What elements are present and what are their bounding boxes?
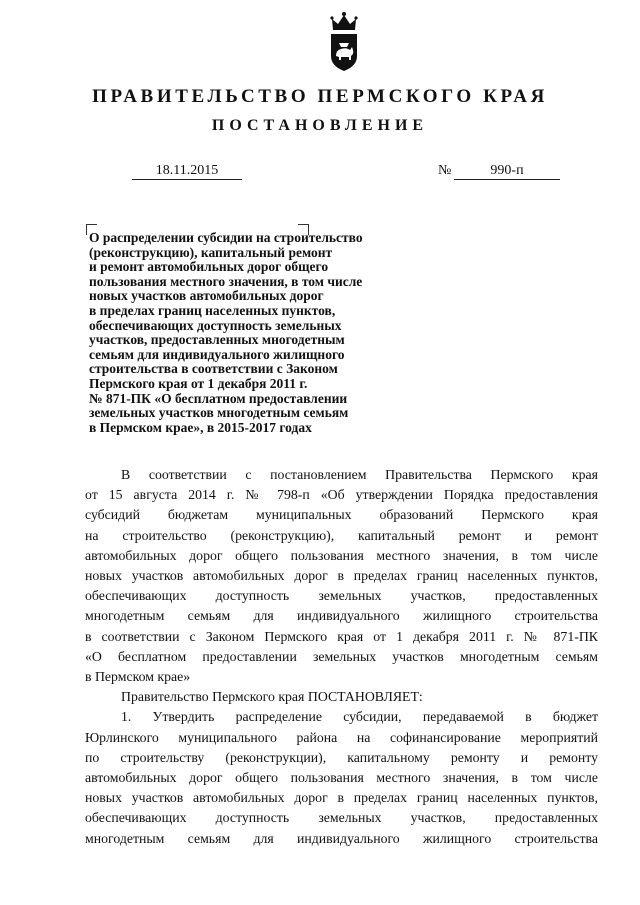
document-type: ПОСТАНОВЛЕНИЕ bbox=[211, 117, 429, 134]
body-line: новых участков автомобильных дорог в пределах границ населенных пунктов, bbox=[85, 790, 598, 806]
number-sign: № bbox=[438, 163, 452, 178]
subject-line: земельных участков многодетным семьям bbox=[89, 405, 349, 421]
subject-line: участков, предоставленных многодетным bbox=[89, 332, 345, 348]
subject-line: обеспечивающих доступность земельных bbox=[89, 317, 342, 333]
body-line: В соответствии с постановлением Правительства Пермского края bbox=[121, 467, 598, 482]
subject-line: № 871-ПК «О бесплатном предоставлении bbox=[89, 390, 348, 406]
document-body bbox=[85, 465, 598, 849]
number-value: 990-п bbox=[454, 162, 560, 180]
subject-line: и ремонт автомобильных дорог общего bbox=[89, 259, 329, 275]
body-line: новых участков автомобильных дорог в пределах границ населенных пунктов, bbox=[85, 568, 598, 584]
body-line: от 15 августа 2014 г. № 798-п «Об утверждении Порядка предоставления bbox=[85, 487, 598, 503]
body-line-decree: Правительство Пермского края ПОСТАНОВЛЯЕТ: bbox=[121, 689, 423, 705]
body-line: обеспечивающих доступность земельных участков, предоставленных bbox=[85, 810, 598, 826]
body-line: автомобильных дорог общего пользования местного значения, в том числе bbox=[85, 547, 598, 563]
subject-line: строительства в соответствии с Законом bbox=[89, 361, 338, 377]
body-line: многодетным семьям для индивидуального жилищного строительства bbox=[85, 830, 598, 846]
coat-of-arms-icon bbox=[327, 10, 361, 72]
body-line: в соответствии с Законом Пермского края от 1 декабря 2011 г. № 871-ПК bbox=[85, 628, 598, 644]
subject-line: пользования местного значения, в том числе bbox=[89, 273, 363, 289]
body-line: «О бесплатном предоставлении земельных участков многодетным семьям bbox=[85, 648, 598, 664]
body-line: субсидий бюджетам муниципальных образований Пермского края bbox=[85, 507, 598, 523]
subject-line: семьям для индивидуального жилищного bbox=[89, 346, 345, 362]
subject-line: Пермского края от 1 декабря 2011 г. bbox=[89, 375, 308, 391]
body-line: Юрлинского муниципального района на софинансирование мероприятий bbox=[85, 729, 598, 745]
subject-line: новых участков автомобильных дорог bbox=[89, 288, 324, 304]
subject-line: в пределах границ населенных пунктов, bbox=[89, 302, 336, 318]
subject-line: О распределении субсидии на строительство bbox=[89, 230, 363, 245]
body-line: по строительству (реконструкции), капитальному ремонту и ремонту bbox=[85, 749, 598, 765]
body-line: обеспечивающих доступность земельных участков, предоставленных bbox=[85, 588, 598, 604]
document-date: 18.11.2015 bbox=[132, 162, 242, 180]
body-line: 1. Утвердить распределение субсидии, передаваемой в бюджет bbox=[121, 709, 598, 725]
body-line: многодетным семьям для индивидуального жилищного строительства bbox=[85, 608, 598, 624]
body-line: автомобильных дорог общего пользования местного значения, в том числе bbox=[85, 770, 598, 786]
subject-line: (реконструкцию), капитальный ремонт bbox=[89, 244, 333, 260]
body-line: в Пермском крае» bbox=[85, 669, 191, 685]
body-line: на строительство (реконструкцию), капитальный ремонт и ремонт bbox=[85, 527, 598, 543]
government-title: ПРАВИТЕЛЬСТВО ПЕРМСКОГО КРАЯ bbox=[92, 86, 548, 107]
subject-line: в Пермском крае», в 2015-2017 годах bbox=[89, 419, 312, 435]
document-subject bbox=[89, 231, 419, 435]
